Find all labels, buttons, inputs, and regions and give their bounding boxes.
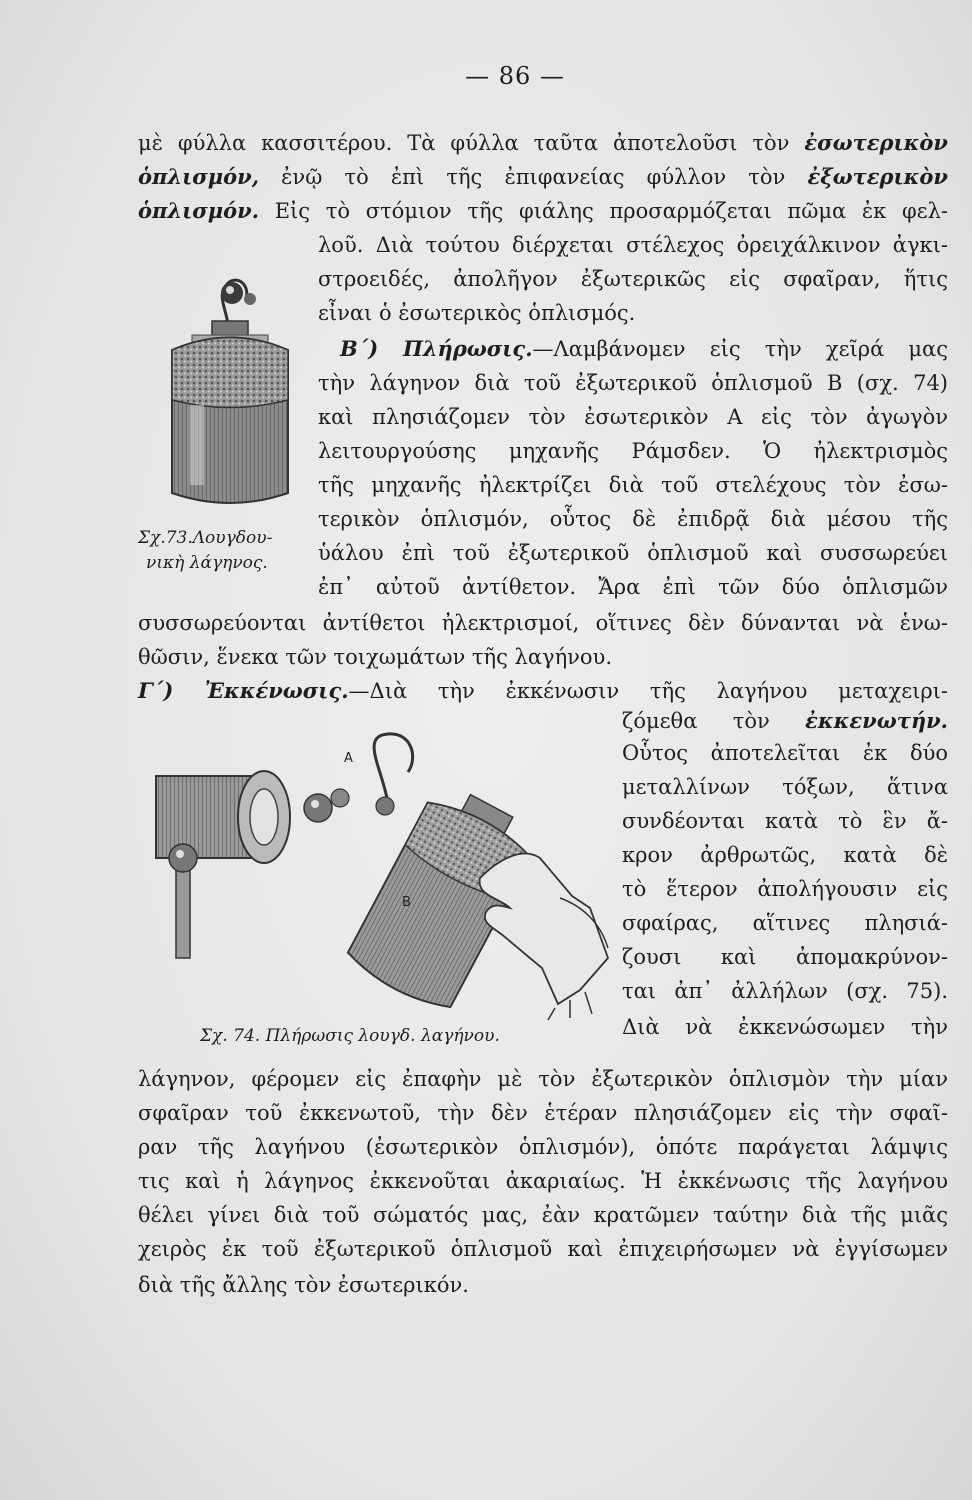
text-line — [622, 706, 948, 736]
label-b: Β — [402, 895, 411, 910]
text-line: μεταλλίνων τόξων, ἅτινα — [622, 775, 948, 799]
text-segment: μὲ φύλλα κασσιτέρου. Τὰ φύλλα ταῦτα ἀποτελοῦσι τὸν — [138, 131, 790, 155]
text-line: σφαῖραν τοῦ ἐκκενωτοῦ, τὴν δὲν ἑτέραν πλησιάζομεν εἰς τὴν σφαῖ- — [138, 1101, 948, 1125]
text-line: λάγηνον, φέρομεν εἰς ἐπαφὴν μὲ τὸν ἐξωτερικὸν ὁπλισμὸν τὴν μίαν — [138, 1067, 948, 1091]
text-line — [138, 128, 948, 158]
label-a: Α — [344, 751, 353, 766]
text-segment: —Διὰ τὴν ἐκκένωσιν τῆς λαγήνου μεταχειρι- — [348, 679, 948, 703]
text-line — [138, 162, 948, 192]
text-segment: ἐνῷ τὸ ἐπὶ τῆς ἐπιφανείας φύλλον τὸν — [259, 165, 808, 189]
text-line: διὰ τῆς ἄλλης τὸν ἐσωτερικόν. — [138, 1273, 469, 1297]
emphasis-term: ὁπλισμόν, — [138, 164, 260, 189]
emphasis-term: ἐξωτερικὸν — [807, 164, 948, 189]
text-line: ἐπ᾽ αὐτοῦ ἀντίθετον. Ἄρα ἐπὶ τῶν δύο ὁπλισμῶν — [318, 575, 948, 599]
text-line: Οὗτος ἀποτελεῖται ἐκ δύο — [622, 741, 948, 765]
text-line: θέλει γίνει διὰ τοῦ σώματός μας, ἐὰν κρατῶμεν ταύτην διὰ τῆς μιᾶς — [138, 1203, 948, 1227]
text-line: λοῦ. Διὰ τούτου διέρχεται στέλεχος ὀρειχάλκινον ἀγκι- — [318, 233, 948, 257]
text-segment: —Λαμβάνομεν εἰς τὴν χεῖρά μας — [532, 337, 948, 361]
text-line — [138, 676, 948, 706]
text-line: τὸ ἕτερον ἀπολήγουσιν εἰς — [622, 877, 948, 901]
text-line: ζουσι καὶ ἀπομακρύνον- — [622, 945, 948, 969]
page-number: — 86 — — [465, 62, 565, 90]
text-line — [138, 196, 948, 226]
emphasis-term: ἐκκενωτήν. — [805, 708, 948, 733]
figure-73-caption-line: Σχ.73.Λουγδου- — [138, 528, 273, 548]
text-line: εἶναι ὁ ἐσωτερικὸς ὁπλισμός. — [318, 301, 636, 325]
text-line: ὑάλου ἐπὶ τοῦ ἐξωτερικοῦ ὁπλισμοῦ καὶ συσσωρεύει — [318, 541, 948, 565]
section-heading: Β΄) Πλήρωσις. — [340, 336, 533, 361]
text-segment: Εἰς τὸ στόμιον τῆς φιάλης προσαρμόζεται πῶμα ἐκ φελ- — [259, 199, 948, 223]
text-line: κρον ἀρθρωτῶς, κατὰ δὲ — [622, 843, 948, 867]
text-line: τὴν λάγηνον διὰ τοῦ ἐξωτερικοῦ ὁπλισμοῦ Β (σχ. 74) — [318, 371, 948, 395]
text-line: σφαίρας, αἵτινες πλησιά- — [622, 911, 948, 935]
text-line: ραν τῆς λαγήνου (ἐσωτερικὸν ὁπλισμόν), ὁπότε παράγεται λάμψις — [138, 1135, 948, 1159]
emphasis-term: ὁπλισμόν. — [138, 198, 260, 223]
emphasis-term: ἐσωτερικὸν — [804, 130, 948, 155]
text-line: στροειδές, ἀπολῆγον ἐξωτερικῶς εἰς σφαῖραν, ἥτις — [318, 267, 948, 291]
figure-74-caption: Σχ. 74. Πλήρωσις λουγδ. λαγήνου. — [200, 1026, 500, 1046]
text-line: χειρὸς ἐκ τοῦ ἐξωτερικοῦ ὁπλισμοῦ καὶ ἐπιχειρήσωμεν νὰ ἐγγίσωμεν — [138, 1237, 948, 1261]
text-line: θῶσιν, ἕνεκα τῶν τοιχωμάτων τῆς λαγήνου. — [138, 645, 612, 669]
leyden-jar-figure — [150, 255, 300, 520]
text-line: ται ἀπ᾽ ἀλλήλων (σχ. 75). — [622, 979, 948, 1003]
text-line — [318, 334, 948, 364]
text-line: τις καὶ ἡ λάγηνος ἐκκενοῦται ἀκαριαίως. Ἡ ἐκκένωσις τῆς λαγήνου — [138, 1169, 948, 1193]
charging-jar-figure — [150, 728, 612, 1023]
figure-73-caption-line: νικὴ λάγηνος. — [146, 553, 268, 573]
text-line: συσσωρεύονται ἀντίθετοι ἠλεκτρισμοί, οἵτινες δὲν δύνανται νὰ ἑνω- — [138, 611, 948, 635]
text-line: τερικὸν ὁπλισμόν, οὗτος δὲ ἐπιδρᾷ διὰ μέσου τῆς — [318, 507, 948, 531]
text-line: τῆς μηχανῆς ἠλεκτρίζει διὰ τοῦ στελέχους τὸν ἐσω- — [318, 473, 948, 497]
section-heading: Γ΄) Ἐκκένωσις. — [138, 678, 349, 703]
text-line: Διὰ νὰ ἐκκενώσωμεν τὴν — [622, 1015, 948, 1039]
text-line: λειτουργούσης μηχανῆς Ράμσδεν. Ὁ ἠλεκτρισμὸς — [318, 439, 948, 463]
text-line: καὶ πλησιάζομεν τὸν ἐσωτερικὸν Α εἰς τὸν ἀγωγὸν — [318, 405, 948, 429]
text-line: συνδέονται κατὰ τὸ ἓν ἄ- — [622, 809, 948, 833]
text-segment: ζόμεθα τὸν — [622, 709, 806, 733]
